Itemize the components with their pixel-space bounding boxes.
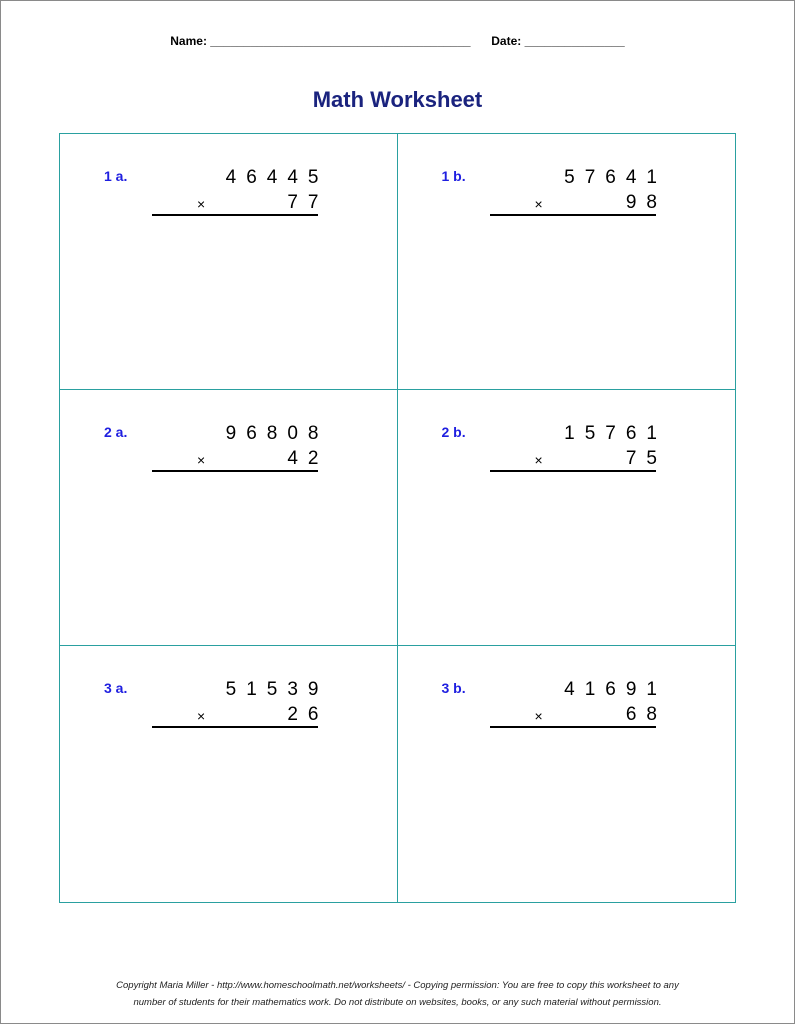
multiplicand: 51539 <box>225 679 329 700</box>
date-line: _______________ <box>524 34 625 48</box>
problem-cell-2a <box>60 390 398 646</box>
multiply-sign: × <box>534 196 543 212</box>
problem-label: 1 b. <box>441 168 466 184</box>
header <box>1 34 794 48</box>
multiplier: 75 <box>625 448 667 469</box>
answer-rule <box>152 214 318 216</box>
multiplier: 77 <box>287 192 329 213</box>
multiplier: 26 <box>287 704 329 725</box>
problem-cell-2b <box>398 390 736 646</box>
answer-rule <box>490 726 656 728</box>
multiplicand: 15761 <box>564 423 667 444</box>
answer-rule <box>490 214 656 216</box>
multiply-sign: × <box>197 708 206 724</box>
problem-label: 3 b. <box>441 680 466 696</box>
multiplier: 68 <box>625 704 667 725</box>
page-title: Math Worksheet <box>312 87 483 112</box>
multiply-sign: × <box>197 452 206 468</box>
copyright-footer <box>1 977 794 1011</box>
multiplier: 98 <box>625 192 667 213</box>
multiplicand: 46445 <box>225 167 329 188</box>
answer-rule <box>152 726 318 728</box>
problem-grid <box>59 133 736 903</box>
multiplier: 42 <box>287 448 329 469</box>
problem-label: 3 a. <box>104 680 128 696</box>
footer-line-2: number of students for their mathematics work. Do not distribute on websites, books, or any such material without permission. <box>133 997 662 1008</box>
answer-rule <box>490 470 656 472</box>
problem-cell-3a <box>60 646 398 902</box>
multiply-sign: × <box>197 196 206 212</box>
problem-label: 2 b. <box>441 424 466 440</box>
footer-line-1: Copyright Maria Miller - http://www.homeschoolmath.net/worksheets/ - Copying permission: You are free to copy this worksheet to any <box>116 980 679 991</box>
problem-label: 2 a. <box>104 424 128 440</box>
problem-label: 1 a. <box>104 168 128 184</box>
date-label: Date: <box>491 34 522 48</box>
name-label: Name: <box>170 34 207 48</box>
problem-cell-3b <box>398 646 736 902</box>
multiply-sign: × <box>534 452 543 468</box>
multiplicand: 57641 <box>564 167 667 188</box>
problem-cell-1b <box>398 134 736 390</box>
multiplicand: 41691 <box>564 679 667 700</box>
problem-cell-1a <box>60 134 398 390</box>
answer-rule <box>152 470 318 472</box>
multiply-sign: × <box>534 708 543 724</box>
name-line: _______________________________________ <box>210 34 471 48</box>
multiplicand: 96808 <box>225 423 329 444</box>
